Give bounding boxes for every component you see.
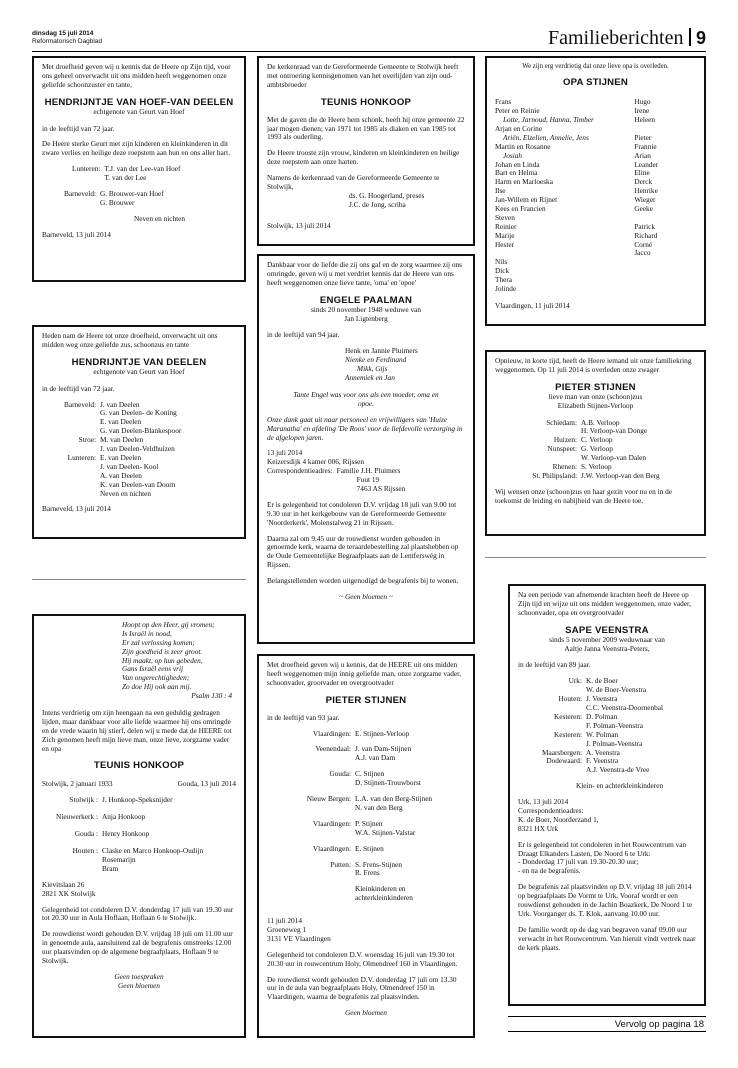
notice-intro: Intens verdrietig om zijn heengaan na een geduldig gedragen lijden, maar dankbaar voor alle liefde waarmee hij ons omringde en de vrede waarin hij stierf, delen wij u mede dat de HEERE tot Zich genomen heeft mijn lieve man, onze lieve, zorgzame vader en opa bbox=[42, 708, 232, 753]
place: Urk: bbox=[568, 676, 582, 686]
notice-note: Geen bloemen bbox=[345, 1008, 387, 1018]
grandchild-name bbox=[634, 258, 696, 267]
family-name: Martin en Rosanne bbox=[495, 141, 551, 151]
notice-intro: Met droefheid geven wij u kennis, dat de HEERE uit ons midden heeft weggenomen mijn innig geliefde man, onze zorgzame vader, schoonvader, grootvader en overgrootvader bbox=[267, 660, 462, 687]
notice-text: De Heere trooste zijn vrouw, kinderen en kleinkinderen en heilige deze roepstem aan onze harten. bbox=[267, 148, 460, 167]
family-name: J. Veenstra bbox=[586, 694, 618, 704]
notice-note: Geen bloemen bbox=[118, 980, 160, 990]
psalm-line: Hij maakt, op hun gebeden, bbox=[122, 655, 203, 665]
notice-note: ~ Geen bloemen ~ bbox=[339, 591, 393, 601]
address-label: Correspondentieadres: bbox=[267, 466, 333, 476]
place: Lunteren: bbox=[67, 452, 97, 462]
place: St. Philipsland: bbox=[532, 470, 577, 480]
notice-quote: Tante Engel was voor ons als een moeder, oma en opoe. bbox=[293, 389, 439, 408]
psalm-line: Er zal verlossing komen; bbox=[122, 637, 195, 647]
place: Barneveld: bbox=[64, 399, 97, 409]
place: Rhenen: bbox=[552, 462, 577, 472]
family-row bbox=[495, 143, 696, 152]
notice-intro: Met droefheid geven wij u kennis dat de Heere op Zijn tijd, voor ons geheel onverwacht uit ons midden heeft weggenomen onze geliefde schoonzuster en tante, bbox=[42, 62, 231, 89]
family-name: Kleinkinderen en bbox=[355, 884, 406, 894]
family-name: T.J. van der Lee-van Hoef bbox=[104, 164, 181, 174]
grandchild-name: Geeke bbox=[634, 204, 653, 213]
address-label: Correspondentieadres: bbox=[518, 805, 584, 815]
grandchild-name: Henrike bbox=[634, 186, 658, 196]
family-name: C.C. Veenstra-Doornenbal bbox=[586, 703, 664, 713]
family-name: C. Stijnen bbox=[355, 769, 385, 779]
notice-subtitle: echtgenote van Geurt van Hoef bbox=[93, 366, 185, 376]
grandchild-name: Patrick bbox=[634, 221, 655, 231]
place: Lunteren: bbox=[72, 164, 101, 174]
family-name: W. Polman bbox=[586, 729, 619, 739]
family-name: Henry Honkoop bbox=[102, 829, 150, 839]
grandchild-name: Wieger bbox=[634, 195, 656, 205]
family-name: G. Brouwer-van Hoef bbox=[100, 189, 164, 199]
family-name: G. Verloop bbox=[581, 444, 613, 454]
notice-text: Wij wensen onze (schoon)zus en haar gezin voor nu en in de toekomst de leiding en nabijheid van de Heere toe. bbox=[495, 486, 672, 505]
notice-age: in de leeftijd van 93 jaar. bbox=[267, 712, 340, 722]
place: Nieuwerkerk : bbox=[56, 812, 98, 822]
family-name: Thera bbox=[495, 275, 513, 285]
family-name: W. Verloop-van Dalen bbox=[581, 453, 647, 463]
address-line: 7463 AS Rijssen bbox=[356, 483, 406, 493]
header-rule bbox=[32, 51, 706, 52]
notice-text: Namens de kerkenraad van de Gereformeerde Gemeente te Stolwijk, bbox=[267, 173, 440, 192]
notice-funeral: Daarna zal om 9.45 uur de rouwdienst worden gehouden in genoemde kerk, waarna de teraardebestelling zal plaatshebben op de Oude Gemeentelijke Begraafplaats aan de Lentferswég in Rijssen. bbox=[267, 533, 459, 570]
column-divider bbox=[32, 579, 246, 580]
notice-subtitle: echtgenote van Geurt van Hoef bbox=[93, 106, 185, 116]
notice-subtitle: sinds 5 november 2009 weduwnaar van bbox=[549, 634, 665, 644]
notice-age: in de leeftijd van 72 jaar. bbox=[42, 123, 115, 133]
family-name: N. van den Berg bbox=[355, 802, 403, 812]
notice-sign: Barneveld, 13 juli 2014 bbox=[42, 504, 111, 514]
notice-extra: Neven en nichten bbox=[134, 213, 186, 223]
family-list bbox=[42, 796, 203, 873]
family-name: L.A. van den Berg-Stijnen bbox=[355, 794, 433, 804]
notice-age: in de leeftijd van 72 jaar. bbox=[42, 383, 115, 393]
family-name: Jolinde bbox=[495, 284, 517, 294]
family-name bbox=[495, 249, 634, 258]
newspaper-name: Reformatorisch Dagblad bbox=[32, 38, 103, 46]
grandchild-name: Jacco bbox=[634, 248, 651, 258]
family-list bbox=[273, 730, 432, 903]
family-name: Arjan en Corine bbox=[495, 123, 543, 133]
family-name: S. Verloop bbox=[581, 462, 612, 472]
grandchild-name: Hugo bbox=[634, 97, 651, 107]
family-row bbox=[495, 267, 696, 276]
notice-funeral: De begrafenis zal plaatsvinden op D.V. vrijdag 18 juli 2014 op begraafplaats De Vormt te Urk. Vooraf wordt er een rouwdienst gehouden in de Jachin Boazkerk, De Noord 1 te Urk. Voorganger ds. T. Klok, aanvang 10.00 uur. bbox=[518, 882, 693, 918]
place: Putten: bbox=[330, 859, 351, 869]
family-name: M. van Deelen bbox=[100, 435, 144, 445]
notice-pieter-stijnen-inlaws bbox=[485, 350, 706, 536]
family-list bbox=[64, 190, 164, 208]
notice-engele-paalman bbox=[257, 254, 475, 644]
notice-age: in de leeftijd van 94 jaar. bbox=[267, 330, 340, 340]
place: Maarsbergen: bbox=[542, 747, 582, 757]
family-name: A. van Deelen bbox=[100, 470, 142, 480]
family-row bbox=[495, 205, 696, 214]
family-row bbox=[495, 178, 696, 187]
notice-address bbox=[42, 881, 236, 899]
grandchild-name: Derck bbox=[634, 177, 653, 187]
family-name: F. Polman-Veenstra bbox=[586, 720, 643, 730]
grandchild-name: Leander bbox=[634, 159, 659, 169]
grandchild-name bbox=[634, 267, 696, 276]
notice-subtitle: Aaltje Janna Veenstra-Peters, bbox=[564, 643, 650, 653]
notice-sign: Vlaardingen, 11 juli 2014 bbox=[495, 300, 570, 310]
family-name: J. van Deelen bbox=[100, 399, 140, 409]
notice-text: Met de gaven die de Heere hem schonk, heeft hij onze gemeente 22 jaar mogen dienen; van 1971 tot 1985 als diaken en van 1985 tot 1993 als ouderling. bbox=[267, 114, 465, 142]
header-separator bbox=[689, 28, 691, 46]
family-name: J. van Deelen- Kool bbox=[100, 461, 159, 471]
family-row bbox=[495, 249, 696, 258]
family-name: C. Verloop bbox=[581, 435, 613, 445]
psalm-line: Zo doe Hij ook aan mij. bbox=[122, 682, 192, 692]
notice-intro: De kerkenraad van de Gereformeerde Gemeente te Stolwijk heeft met ontroering kennisgenomen van het overlijden van zijn oud-ambtsbroeder bbox=[267, 62, 459, 89]
family-name: K. de Boer bbox=[586, 676, 618, 686]
family-name: J.W. Verloop-van den Berg bbox=[581, 470, 660, 480]
notice-intro: Na een periode van afnemende krachten heeft de Heere op Zijn tijd en wijze uit ons midden weggenomen, onze vader, schoonvader, opa en overgrootvader bbox=[518, 590, 691, 617]
death-date: Gouda, 13 juli 2014 bbox=[177, 778, 236, 788]
notice-funeral: De rouwdienst wordt gehouden D.V. donderdag 17 juli om 13.30 uur in de aula van begraafplaats Holy, Olmendreef 150 in Vlaardingen, waarna de begrafenis zal plaatsvinden. bbox=[267, 974, 457, 1002]
notice-date: Urk, 13 juli 2014 bbox=[518, 797, 569, 807]
grandchild-name: Irene bbox=[634, 106, 650, 116]
grandchild-name bbox=[634, 285, 696, 294]
place: Houten : bbox=[72, 846, 98, 856]
family-name: K. van Deelen-van Doorn bbox=[100, 479, 176, 489]
notice-intro: Dankbaar voor de liefde die zij ons gaf en de zorg waarmee zij ons omringde, geven wij u met verdriet kennis dat de Heere van ons heeft weggenomen onze lieve tante, 'oma' en 'opoe' bbox=[267, 260, 462, 287]
section-header bbox=[480, 26, 706, 50]
notice-sign: Barneveld, 13 juli 2014 bbox=[42, 229, 111, 239]
notice-sign: Stolwijk, 13 juli 2014 bbox=[267, 220, 331, 230]
correspondence-address bbox=[267, 467, 405, 494]
psalm-line: Is Israël in nood, bbox=[122, 628, 172, 638]
family-name: Bart en Helma bbox=[495, 168, 538, 178]
family-list bbox=[522, 677, 663, 775]
place: Kesteren: bbox=[554, 729, 582, 739]
place bbox=[64, 463, 100, 472]
signatory: ds. G. Hoogerland, preses bbox=[349, 190, 425, 200]
family-name: achterkleinkinderen bbox=[355, 893, 413, 903]
family-name: W. de Boer-Veenstra bbox=[586, 685, 647, 695]
psalm-line: Hoopt op den Heer, gij vromen; bbox=[122, 620, 215, 629]
psalm-line: Gans Israël eens vrij bbox=[122, 664, 184, 674]
family-name: E. van Deelen bbox=[100, 417, 142, 427]
family-name: Bram bbox=[102, 863, 119, 873]
family-name: Nils bbox=[495, 257, 508, 267]
family-name: W.A. Stijnen-Valstar bbox=[355, 827, 416, 837]
place bbox=[64, 409, 100, 418]
address-line: Kievitslaan 26 bbox=[42, 879, 85, 889]
family-name: Peter en Reinie bbox=[495, 106, 540, 116]
place bbox=[64, 418, 100, 427]
notice-name: TEUNIS HONKOOP bbox=[320, 96, 412, 108]
place: Vlaardingen: bbox=[312, 818, 351, 828]
family-name: Dick bbox=[495, 266, 510, 276]
family-row bbox=[495, 258, 696, 267]
address-line: Fuut 19 bbox=[356, 475, 380, 485]
place: Dodewaard: bbox=[546, 756, 582, 766]
family-list bbox=[72, 165, 180, 183]
notice-subtitle: Elizabeth Stijnen-Verloop bbox=[557, 400, 634, 410]
birth-date: Stolwijk, 2 januari 1933 bbox=[42, 778, 113, 788]
psalm-verse bbox=[42, 621, 236, 701]
address-line: 3131 VE Vlaardingen bbox=[267, 933, 331, 943]
family-name: Anja Honkoop bbox=[102, 812, 146, 822]
family-name: G. Brouwer bbox=[100, 197, 135, 207]
notice-text: De Heere sterke Geurt met zijn kinderen en kleinkinderen in dit zware verlies en heilige deze roepstem aan hun en ons aller hart. bbox=[42, 139, 231, 158]
family-name: Reinier bbox=[495, 221, 517, 231]
notice-intro: We zijn erg verdrietig dat onze lieve opa is overleden. bbox=[522, 63, 669, 70]
notice-thanks: Onze dank gaat uit naar personeel en vrijwilligers van 'Huize Maranatha' en afdeling 'De Roos' voor de liefdevolle verzorging in de afgelopen jaren. bbox=[267, 414, 463, 442]
place: Vlaardingen: bbox=[312, 843, 351, 853]
family-name: H. Verloop-van Donge bbox=[581, 426, 648, 436]
notice-intro: Opnieuw, in korte tijd, heeft de Heere iemand uit onze familiekring weggenomen. Op 11 juli 2014 is overleden onze zwager bbox=[495, 356, 692, 374]
family-name: Harm en Marloeska bbox=[495, 177, 553, 187]
address-line: Groeneweg 1 bbox=[267, 924, 307, 934]
notice-date: 11 juli 2014 bbox=[267, 916, 302, 926]
place: Nunspeet: bbox=[547, 444, 577, 454]
family-name: Mikk, Gijs bbox=[357, 364, 388, 374]
address-line: 2821 XK Stolwijk bbox=[42, 888, 96, 898]
family-name: D. Stijnen-Trouwborst bbox=[355, 778, 421, 788]
notice-condole: Gelegenheid tot condoleren D.V. woensdag 16 juli van 19.30 tot 20.30 uur in rouwcentrum Holy, Olmendreef 160 in Vlaardingen. bbox=[267, 949, 458, 968]
family-name: Frans bbox=[495, 97, 512, 107]
family-name: E. Stijnen bbox=[355, 843, 384, 853]
notice-intro: Heden nam de Heere tot onze droefheid, onverwacht uit ons midden weg onze geliefde zus, schoonzus en tante bbox=[42, 331, 218, 349]
family-row bbox=[495, 232, 696, 241]
place: Stroe: bbox=[78, 435, 97, 445]
family-name: D. Polman bbox=[586, 711, 618, 721]
notice-condole: Er is gelegenheid tot condoleren in het Rouwcentrum van Draagt Elkanders Lasten, De Noord 6 te Urk: bbox=[518, 839, 687, 858]
notice-address bbox=[267, 926, 465, 944]
family-row bbox=[495, 285, 696, 294]
family-name: A.J. van Dam bbox=[355, 753, 396, 763]
grandchild-name: Arian bbox=[634, 150, 651, 160]
place: Huizen: bbox=[553, 435, 577, 445]
notice-condole: Gelegenheid tot condoleren D.V. donderdag 17 juli van 19.30 uur tot 20.30 uur in Aula Hoflaan, Hoflaan 6 te Stolwijk. bbox=[42, 904, 234, 923]
family-name: E. Stijnen-Verloop bbox=[355, 728, 410, 738]
grandchild-name: Corné bbox=[634, 239, 653, 249]
notice-teunis-honkoop-family bbox=[32, 614, 246, 1038]
notice-name: ENGELE PAALMAN bbox=[319, 294, 413, 306]
family-name: Josiah bbox=[503, 150, 523, 160]
place bbox=[522, 766, 586, 775]
notice-family: De familie wordt op de dag van begraven vanaf 09.00 uur verwacht in het Rouwcentrum. Van hieruit vindt vertrek naar de kerk plaats. bbox=[518, 924, 696, 952]
place bbox=[64, 472, 100, 481]
notice-name: SAPE VEENSTRA bbox=[565, 624, 649, 636]
psalm-line: Zijn goedheid is zeer groot. bbox=[122, 646, 203, 656]
grandchild-name: Eline bbox=[634, 168, 650, 178]
family-name: Neven en nichten bbox=[100, 488, 152, 498]
family-list bbox=[267, 347, 465, 383]
section-title: Familieberichten bbox=[547, 27, 684, 49]
notice-age: in de leeftijd van 89 jaar. bbox=[518, 660, 591, 670]
family-row bbox=[495, 214, 696, 223]
family-name: A.J. Veenstra-de Vree bbox=[586, 765, 650, 775]
notice-extra: Klein- en achterkleinkinderen bbox=[576, 781, 664, 791]
place: Gouda: bbox=[329, 769, 351, 779]
psalm-reference: Psalm 130 : 4 bbox=[191, 691, 232, 701]
family-name: G. van Deelen-Blankespoor bbox=[100, 426, 182, 436]
place bbox=[72, 174, 104, 183]
condole-time: - Donderdag 17 juli van 19.30-20.30 uur; bbox=[518, 857, 639, 867]
issue-date: dinsdag 15 juli 2014 bbox=[32, 30, 94, 37]
notice-subtitle: lieve man van onze (schoon)zus bbox=[548, 391, 643, 401]
address-line: 8321 HX Urk bbox=[518, 823, 559, 833]
notice-subtitle: Jan Ligtenberg bbox=[344, 313, 388, 323]
family-name: Kees en Francien bbox=[495, 204, 546, 213]
family-name: A. Veenstra bbox=[586, 747, 620, 757]
family-list bbox=[511, 419, 660, 481]
family-name: P. Stijnen bbox=[355, 818, 383, 828]
place: Nieuw Bergen: bbox=[306, 794, 351, 804]
place bbox=[64, 199, 100, 208]
psalm-line: Van ongerechtigheden; bbox=[122, 673, 190, 683]
notice-pieter-stijnen-family bbox=[257, 654, 475, 1038]
notice-address: Keizersdijk 4 kamer 006, Rijssen bbox=[267, 457, 365, 467]
page-number: 9 bbox=[695, 28, 706, 48]
family-name: Henk en Jannie Pluimers bbox=[345, 346, 418, 356]
notice-name: HENDRIJNTJE VAN DEELEN bbox=[71, 356, 207, 368]
place: Kesteren: bbox=[554, 711, 582, 721]
family-name: E. van Deelen bbox=[100, 452, 142, 462]
notice-hendrijntje-van-hoef bbox=[32, 56, 246, 282]
grandchild-name bbox=[634, 276, 696, 285]
signatory: J.C. de Jong, scriba bbox=[349, 199, 406, 209]
place: Barneveld: bbox=[64, 189, 97, 199]
family-name: J. van Deelen-Veldhuizen bbox=[100, 444, 175, 454]
family-name: R. Frens bbox=[355, 868, 380, 878]
notice-date: 13 juli 2014 bbox=[267, 448, 303, 458]
family-name: Ariën, Elzelien, Annelie, Jens bbox=[503, 132, 589, 142]
notice-name: PIETER STIJNEN bbox=[325, 694, 407, 706]
family-name: Hester bbox=[495, 239, 515, 249]
notice-sape-veenstra bbox=[508, 584, 706, 1006]
family-name: Marije bbox=[495, 230, 515, 240]
family-row bbox=[495, 276, 696, 285]
family-row bbox=[495, 223, 696, 232]
notice-name: TEUNIS HONKOOP bbox=[93, 760, 185, 772]
family-name: G. van Deelen- de Koning bbox=[100, 408, 177, 418]
family-name: Lotte, Jarnoud, Hanna, Timber bbox=[503, 115, 594, 125]
family-name: Steven bbox=[495, 212, 515, 222]
notice-teunis-honkoop-church bbox=[257, 56, 475, 246]
family-name: Nienke en Ferdinand bbox=[345, 355, 407, 365]
family-name: Rosemarijn bbox=[102, 854, 136, 864]
family-name: F. Veenstra bbox=[586, 756, 619, 766]
notice-hendrijntje-van-deelen bbox=[32, 325, 246, 539]
notice-opa-stijnen bbox=[485, 56, 706, 326]
family-name: T. van der Lee bbox=[104, 173, 147, 183]
family-name: J. Honkoop-Speksnijder bbox=[102, 795, 173, 805]
notice-name: OPA STIJNEN bbox=[562, 77, 629, 89]
place: Gouda : bbox=[74, 829, 98, 839]
grandchild-name: Heleen bbox=[634, 115, 655, 125]
family-name: S. Frens-Stijnen bbox=[355, 859, 403, 869]
grandchild-name: Richard bbox=[634, 230, 658, 240]
family-name: A.B. Verloop bbox=[581, 417, 620, 427]
notice-name: PIETER STIJNEN bbox=[555, 381, 636, 393]
place: Veenendaal: bbox=[315, 744, 351, 754]
notice-dates bbox=[42, 780, 236, 789]
place: Vlaardingen: bbox=[312, 728, 351, 738]
notice-note: Geen toespraken bbox=[114, 971, 164, 981]
continued-on-page[interactable]: Vervolg op pagina 18 bbox=[508, 1016, 706, 1032]
family-name: Claske en Marco Honkoop-Oudijn bbox=[102, 846, 204, 856]
notice-condole: Er is gelegenheid tot condoleren D.V. vrijdag 18 juli van 9.00 tot 9.30 uur in het kerkgebouw van de Gereformeerde Gemeente 'Noorderkerk', Molenstalweg 21 in Rijssen. bbox=[267, 499, 457, 527]
family-name: J. van Dam-Stijnen bbox=[355, 744, 412, 754]
family-list bbox=[64, 401, 181, 499]
notice-name: HENDRIJNTJE VAN HOEF-VAN DEELEN bbox=[44, 96, 234, 108]
family-name: Johan en Linda bbox=[495, 159, 540, 169]
notice-funeral: De rouwdienst wordt gehouden D.V. vrijdag 18 juli om 11.00 uur in genoemde aula, aansluitend zal de begrafenis omstreeks 12.00 uur plaatsvinden op de algemene begraafplaats, Hoflaan 9 te Stolwijk. bbox=[42, 929, 233, 965]
place bbox=[64, 481, 100, 490]
condole-time: - en na de begrafenis. bbox=[518, 866, 581, 876]
header-left bbox=[32, 30, 102, 46]
grandchild-name: Frannie bbox=[634, 141, 657, 151]
family-row bbox=[495, 241, 696, 250]
family-name: J. Polman-Veenstra bbox=[586, 738, 643, 748]
address-line: Familie J.H. Pluimers bbox=[336, 466, 401, 476]
notice-subtitle: sinds 20 november 1948 weduwe van bbox=[310, 304, 422, 314]
place: Stolwijk : bbox=[69, 795, 98, 805]
family-name: Annemiek en Jan bbox=[345, 373, 395, 383]
family-name: Ilse bbox=[495, 186, 506, 196]
family-name: Jan-Willem en Rijnet bbox=[495, 195, 558, 205]
place bbox=[64, 490, 100, 499]
family-list bbox=[495, 98, 696, 294]
place: Schiedam: bbox=[546, 417, 577, 427]
notice-invite: Belangstellenden worden uitgenodigd de begrafenis bij te wonen. bbox=[267, 576, 459, 586]
column-divider bbox=[485, 557, 706, 558]
address-line: K. de Boer, Noorderzand 1, bbox=[518, 814, 599, 824]
place: Houten: bbox=[558, 694, 582, 704]
grandchild-name: Pieter bbox=[634, 132, 652, 142]
